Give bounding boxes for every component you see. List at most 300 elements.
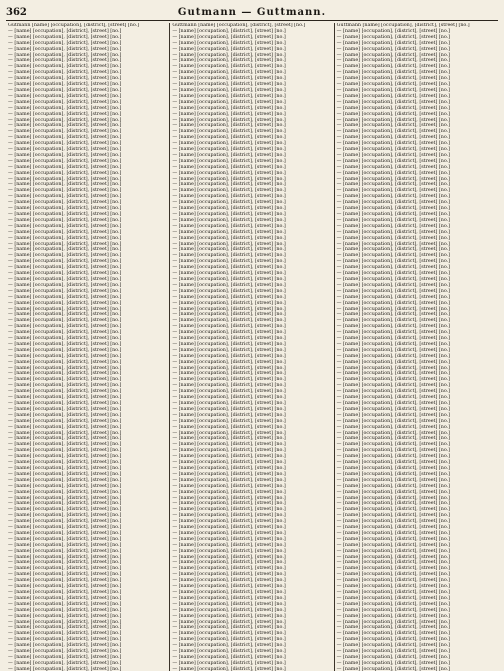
directory-entry: — [name] [occupation], [district], [street] [no.] [8, 460, 122, 466]
directory-entry: — [name] [occupation], [district], [street] [no.] [336, 76, 451, 82]
directory-entry: — [name] [occupation], [district], [street] [no.] [336, 247, 451, 253]
directory-entry: — [name] [occupation], [district], [street] [no.] [8, 336, 122, 342]
directory-entry: — [name] [occupation], [district], [street] [no.] [336, 654, 451, 660]
directory-entry: — [name] [occupation], [district], [street] [no.] [172, 548, 286, 554]
directory-entry: — [name] [occupation], [district], [street] [no.] [172, 70, 286, 76]
directory-entry: — [name] [occupation], [district], [street] [no.] [336, 229, 451, 235]
directory-entry: — [name] [occupation], [district], [street] [no.] [172, 554, 286, 560]
directory-entry: — [name] [occupation], [district], [street] [no.] [172, 135, 286, 141]
directory-entry: — [name] [occupation], [district], [street] [no.] [8, 590, 122, 595]
directory-entry: — [name] [occupation], [district], [street] [no.] [336, 40, 451, 46]
directory-entry: — [name] [occupation], [district], [street] [no.] [172, 176, 286, 182]
directory-entry: — [name] [occupation], [district], [street] [no.] [172, 276, 286, 282]
directory-entry: — [name] [occupation], [district], [street] [no.] [336, 271, 451, 277]
directory-entry: — [name] [occupation], [district], [street] [no.] [172, 383, 286, 389]
directory-entry: — [name] [occupation], [district], [street] [no.] [8, 395, 122, 401]
directory-entry: Gutmann [name] [occupation], [district], [street] [no.] [8, 23, 140, 28]
directory-entry: — [name] [occupation], [district], [street] [no.] [8, 341, 122, 347]
directory-entry: — [name] [occupation], [district], [street] [no.] [336, 536, 451, 542]
directory-entry: — [name] [occupation], [district], [street] [no.] [8, 141, 122, 147]
directory-entry: — [name] [occupation], [district], [street] [no.] [172, 619, 286, 625]
directory-entry: — [name] [occupation], [district], [street] [no.] [8, 105, 122, 111]
directory-entry: — [name] [occupation], [district], [street] [no.] [336, 465, 451, 471]
directory-entry: — [name] [occupation], [district], [street] [no.] [172, 306, 286, 312]
directory-entry: — [name] [occupation], [district], [street] [no.] [8, 584, 122, 590]
directory-entry: — [name] [occupation], [district], [street] [no.] [336, 578, 451, 584]
directory-entry: — [name] [occupation], [district], [street] [no.] [172, 82, 286, 88]
directory-entry: — [name] [occupation], [district], [street] [no.] [172, 235, 286, 241]
directory-entry: — [name] [occupation], [district], [street] [no.] [336, 170, 451, 176]
directory-entry: — [name] [occupation], [district], [street] [no.] [8, 182, 122, 188]
directory-entry: — [name] [occupation], [district], [street] [no.] [172, 200, 286, 206]
directory-entry: — [name] [occupation], [district], [street] [no.] [8, 495, 122, 501]
directory-entry: — [name] [occupation], [district], [street] [no.] [172, 584, 286, 590]
directory-entry: — [name] [occupation], [district], [street] [no.] [336, 70, 451, 76]
directory-entry: — [name] [occupation], [district], [street] [no.] [172, 525, 286, 531]
directory-entry: — [name] [occupation], [district], [street] [no.] [8, 359, 122, 365]
directory-entry: — [name] [occupation], [district], [street] [no.] [8, 259, 122, 265]
directory-entry: — [name] [occupation], [district], [street] [no.] [336, 259, 451, 265]
directory-entry: — [name] [occupation], [district], [street] [no.] [8, 212, 122, 217]
directory-entry: — [name] [occupation], [district], [street] [no.] [8, 430, 122, 436]
directory-entry: — [name] [occupation], [district], [street] [no.] [8, 613, 122, 619]
directory-entry: — [name] [occupation], [district], [street] [no.] [172, 247, 286, 253]
directory-entry: — [name] [occupation], [district], [street] [no.] [8, 152, 122, 158]
directory-entry: — [name] [occupation], [district], [street] [no.] [172, 406, 286, 412]
directory-entry: — [name] [occupation], [district], [street] [no.] [336, 406, 451, 412]
directory-entry: — [name] [occupation], [district], [street] [no.] [172, 294, 286, 300]
directory-entry: — [name] [occupation], [district], [street] [no.] [336, 607, 451, 613]
directory-entry: — [name] [occupation], [district], [street] [no.] [172, 347, 286, 353]
directory-entry: — [name] [occupation], [district], [street] [no.] [336, 265, 451, 271]
running-header [6, 6, 498, 21]
directory-entry: — [name] [occupation], [district], [street] [no.] [8, 477, 122, 483]
directory-entry: — [name] [occupation], [district], [street] [no.] [8, 76, 122, 82]
directory-entry: — [name] [occupation], [district], [street] [no.] [8, 424, 122, 430]
directory-entry: — [name] [occupation], [district], [street] [no.] [8, 111, 122, 117]
directory-entry: — [name] [occupation], [district], [street] [no.] [172, 442, 286, 448]
directory-entry: — [name] [occupation], [district], [street] [no.] [8, 265, 122, 271]
page-number: 362 [6, 7, 27, 18]
directory-entry: — [name] [occupation], [district], [street] [no.] [8, 607, 122, 613]
directory-entry: — [name] [occupation], [district], [street] [no.] [172, 365, 286, 371]
directory-entry: — [name] [occupation], [district], [street] [no.] [8, 548, 122, 554]
directory-entry: — [name] [occupation], [district], [street] [no.] [172, 595, 286, 601]
directory-entry: — [name] [occupation], [district], [street] [no.] [336, 164, 451, 170]
directory-entry: — [name] [occupation], [district], [street] [no.] [8, 483, 122, 489]
directory-entry: — [name] [occupation], [district], [street] [no.] [336, 477, 451, 483]
directory-entry: — [name] [occupation], [district], [street] [no.] [8, 448, 122, 454]
directory-entry: — [name] [occupation], [district], [street] [no.] [172, 123, 286, 129]
directory-entry: — [name] [occupation], [district], [street] [no.] [336, 288, 451, 294]
directory-entry: — [name] [occupation], [district], [street] [no.] [8, 436, 122, 442]
directory-entry: — [name] [occupation], [district], [street] [no.] [172, 229, 286, 235]
directory-entry: — [name] [occupation], [district], [street] [no.] [8, 188, 122, 194]
directory-entry: — [name] [occupation], [district], [street] [no.] [336, 99, 451, 105]
directory-entry: — [name] [occupation], [district], [street] [no.] [336, 542, 451, 548]
directory-entry: — [name] [occupation], [district], [street] [no.] [336, 525, 451, 531]
directory-entry: — [name] [occupation], [district], [street] [no.] [336, 377, 451, 383]
directory-entry: — [name] [occupation], [district], [street] [no.] [336, 501, 451, 507]
directory-entry: — [name] [occupation], [district], [street] [no.] [8, 619, 122, 625]
directory-entry: — [name] [occupation], [district], [street] [no.] [8, 513, 122, 519]
directory-entry: — [name] [occupation], [district], [street] [no.] [8, 276, 122, 282]
directory-entry: — [name] [occupation], [district], [street] [no.] [8, 70, 122, 76]
directory-entry: — [name] [occupation], [district], [street] [no.] [336, 666, 451, 671]
directory-entry: — [name] [occupation], [district], [street] [no.] [336, 365, 451, 371]
directory-entry: — [name] [occupation], [district], [street] [no.] [336, 424, 451, 430]
directory-entry: — [name] [occupation], [district], [street] [no.] [336, 194, 451, 200]
directory-entry: — [name] [occupation], [district], [street] [no.] [336, 584, 451, 590]
directory-entry: — [name] [occupation], [district], [street] [no.] [172, 265, 286, 271]
directory-entry: — [name] [occupation], [district], [street] [no.] [172, 519, 286, 525]
directory-entry: — [name] [occupation], [district], [street] [no.] [172, 395, 286, 401]
directory-entry: — [name] [occupation], [district], [street] [no.] [8, 52, 122, 58]
directory-entry: — [name] [occupation], [district], [street] [no.] [172, 513, 286, 519]
directory-entry: — [name] [occupation], [district], [street] [no.] [336, 395, 451, 401]
directory-entry: — [name] [occupation], [district], [street] [no.] [172, 28, 286, 34]
directory-entry: — [name] [occupation], [district], [street] [no.] [336, 631, 451, 637]
directory-entry: — [name] [occupation], [district], [street] [no.] [8, 206, 122, 212]
directory-entry: — [name] [occupation], [district], [street] [no.] [8, 643, 122, 649]
directory-entry: — [name] [occupation], [district], [street] [no.] [336, 34, 451, 40]
directory-entry: — [name] [occupation], [district], [street] [no.] [336, 147, 451, 153]
directory-entry: — [name] [occupation], [district], [street] [no.] [336, 294, 451, 300]
directory-entry: — [name] [occupation], [district], [street] [no.] [336, 217, 451, 223]
directory-entry: — [name] [occupation], [district], [street] [no.] [336, 87, 451, 93]
directory-entry: — [name] [occupation], [district], [street] [no.] [8, 649, 122, 655]
directory-entry: — [name] [occupation], [district], [street] [no.] [336, 601, 451, 607]
directory-entry: — [name] [occupation], [district], [street] [no.] [336, 300, 451, 306]
directory-entry: — [name] [occupation], [district], [street] [no.] [172, 460, 286, 466]
directory-entry: — [name] [occupation], [district], [street] [no.] [8, 637, 122, 643]
directory-entry: — [name] [occupation], [district], [street] [no.] [172, 253, 286, 259]
directory-entry: — [name] [occupation], [district], [street] [no.] [8, 560, 122, 566]
directory-entry: — [name] [occupation], [district], [street] [no.] [336, 625, 451, 631]
directory-entry: — [name] [occupation], [district], [street] [no.] [336, 418, 451, 424]
directory-entry: — [name] [occupation], [district], [street] [no.] [172, 152, 286, 158]
directory-entry: — [name] [occupation], [district], [street] [no.] [336, 595, 451, 601]
directory-entry: — [name] [occupation], [district], [street] [no.] [8, 99, 122, 105]
directory-entry: — [name] [occupation], [district], [street] [no.] [8, 64, 122, 70]
directory-entry: — [name] [occupation], [district], [street] [no.] [172, 607, 286, 613]
directory-entry: — [name] [occupation], [district], [street] [no.] [172, 542, 286, 548]
directory-entry: — [name] [occupation], [district], [street] [no.] [336, 176, 451, 182]
directory-entry: — [name] [occupation], [district], [street] [no.] [172, 330, 286, 336]
directory-column-1 [6, 23, 169, 671]
directory-entry: — [name] [occupation], [district], [street] [no.] [172, 64, 286, 70]
directory-entry: — [name] [occupation], [district], [street] [no.] [336, 548, 451, 554]
directory-entry: — [name] [occupation], [district], [street] [no.] [8, 519, 122, 525]
directory-entry: — [name] [occupation], [district], [street] [no.] [172, 93, 286, 99]
directory-entry: — [name] [occupation], [district], [street] [no.] [8, 294, 122, 300]
directory-entry: — [name] [occupation], [district], [street] [no.] [336, 613, 451, 619]
directory-entry: — [name] [occupation], [district], [street] [no.] [336, 489, 451, 495]
directory-entry: — [name] [occupation], [district], [street] [no.] [8, 654, 122, 660]
directory-entry: — [name] [occupation], [district], [street] [no.] [172, 471, 286, 477]
directory-entry: — [name] [occupation], [district], [street] [no.] [8, 536, 122, 542]
directory-entry: — [name] [occupation], [district], [street] [no.] [172, 182, 286, 188]
directory-entry: — [name] [occupation], [district], [street] [no.] [172, 389, 286, 395]
directory-entry: — [name] [occupation], [district], [street] [no.] [8, 389, 122, 395]
directory-entry: — [name] [occupation], [district], [street] [no.] [172, 259, 286, 265]
directory-entry: — [name] [occupation], [district], [street] [no.] [8, 46, 122, 52]
directory-entry: — [name] [occupation], [district], [street] [no.] [172, 147, 286, 153]
directory-entry: — [name] [occupation], [district], [street] [no.] [172, 336, 286, 342]
directory-entry: — [name] [occupation], [district], [street] [no.] [172, 170, 286, 176]
directory-entry: — [name] [occupation], [district], [street] [no.] [8, 578, 122, 584]
directory-entry: — [name] [occupation], [district], [street] [no.] [8, 123, 122, 129]
directory-entry: — [name] [occupation], [district], [street] [no.] [8, 34, 122, 40]
directory-entry: — [name] [occupation], [district], [street] [no.] [336, 28, 451, 34]
directory-entry: — [name] [occupation], [district], [street] [no.] [172, 489, 286, 495]
directory-entry: — [name] [occupation], [district], [street] [no.] [336, 206, 451, 212]
directory-entry: — [name] [occupation], [district], [street] [no.] [336, 454, 451, 460]
directory-entry: — [name] [occupation], [district], [street] [no.] [336, 312, 451, 318]
directory-entry: — [name] [occupation], [district], [street] [no.] [172, 560, 286, 566]
directory-entry: — [name] [occupation], [district], [street] [no.] [8, 253, 122, 259]
directory-entry: — [name] [occupation], [district], [street] [no.] [172, 371, 286, 377]
directory-entry: — [name] [occupation], [district], [street] [no.] [172, 501, 286, 507]
directory-entry: — [name] [occupation], [district], [street] [no.] [336, 223, 451, 229]
directory-entry: — [name] [occupation], [district], [street] [no.] [172, 158, 286, 164]
directory-entry: — [name] [occupation], [district], [street] [no.] [8, 235, 122, 241]
directory-entry: — [name] [occupation], [district], [street] [no.] [172, 536, 286, 542]
directory-entry: — [name] [occupation], [district], [street] [no.] [172, 613, 286, 619]
directory-entry: — [name] [occupation], [district], [street] [no.] [336, 560, 451, 566]
directory-entry: — [name] [occupation], [district], [street] [no.] [336, 282, 451, 288]
directory-entry: — [name] [occupation], [district], [street] [no.] [8, 229, 122, 235]
directory-entry: — [name] [occupation], [district], [street] [no.] [336, 93, 451, 99]
directory-entry: — [name] [occupation], [district], [street] [no.] [172, 318, 286, 324]
directory-entry: — [name] [occupation], [district], [street] [no.] [336, 530, 451, 536]
directory-entry: — [name] [occupation], [district], [street] [no.] [8, 347, 122, 353]
directory-entry: — [name] [occupation], [district], [street] [no.] [336, 306, 451, 312]
directory-entry: — [name] [occupation], [district], [street] [no.] [336, 182, 451, 188]
directory-entry: — [name] [occupation], [district], [street] [no.] [172, 436, 286, 442]
directory-entry: — [name] [occupation], [district], [street] [no.] [8, 406, 122, 412]
directory-entry: — [name] [occupation], [district], [street] [no.] [8, 465, 122, 471]
directory-entry: — [name] [occupation], [district], [street] [no.] [172, 34, 286, 40]
directory-entry: — [name] [occupation], [district], [street] [no.] [8, 40, 122, 46]
directory-entry: — [name] [occupation], [district], [street] [no.] [172, 105, 286, 111]
directory-entry: — [name] [occupation], [district], [street] [no.] [336, 330, 451, 336]
directory-entry: — [name] [occupation], [district], [street] [no.] [8, 371, 122, 377]
directory-entry: — [name] [occupation], [district], [street] [no.] [8, 135, 122, 141]
directory-entry: — [name] [occupation], [district], [street] [no.] [336, 253, 451, 259]
directory-entry: — [name] [occupation], [district], [street] [no.] [172, 46, 286, 52]
directory-entry: — [name] [occupation], [district], [street] [no.] [172, 282, 286, 288]
directory-entry: — [name] [occupation], [district], [street] [no.] [8, 147, 122, 153]
directory-entry: — [name] [occupation], [district], [street] [no.] [172, 324, 286, 330]
directory-entry: — [name] [occupation], [district], [street] [no.] [172, 418, 286, 424]
directory-entry: — [name] [occupation], [district], [street] [no.] [8, 288, 122, 294]
directory-entry: — [name] [occupation], [district], [street] [no.] [336, 235, 451, 241]
directory-entry: — [name] [occupation], [district], [street] [no.] [336, 82, 451, 88]
directory-entry: — [name] [occupation], [district], [street] [no.] [172, 590, 286, 595]
directory-entry: — [name] [occupation], [district], [street] [no.] [336, 519, 451, 525]
directory-entry: — [name] [occupation], [district], [street] [no.] [8, 58, 122, 64]
directory-entry: — [name] [occupation], [district], [street] [no.] [8, 82, 122, 88]
directory-entry: — [name] [occupation], [district], [street] [no.] [8, 170, 122, 176]
directory-entry: — [name] [occupation], [district], [street] [no.] [8, 572, 122, 578]
directory-entry: — [name] [occupation], [district], [street] [no.] [8, 312, 122, 318]
directory-entry: — [name] [occupation], [district], [street] [no.] [336, 460, 451, 466]
directory-entry: — [name] [occupation], [district], [street] [no.] [336, 566, 451, 572]
directory-entry: — [name] [occupation], [district], [street] [no.] [172, 99, 286, 105]
directory-entry: — [name] [occupation], [district], [street] [no.] [172, 401, 286, 406]
directory-entry: — [name] [occupation], [district], [street] [no.] [336, 430, 451, 436]
directory-entry: — [name] [occupation], [district], [street] [no.] [172, 206, 286, 212]
directory-entry: — [name] [occupation], [district], [street] [no.] [8, 200, 122, 206]
directory-entry: — [name] [occupation], [district], [street] [no.] [8, 566, 122, 572]
directory-entry: — [name] [occupation], [district], [street] [no.] [336, 649, 451, 655]
directory-entry: — [name] [occupation], [district], [street] [no.] [172, 377, 286, 383]
directory-entry: — [name] [occupation], [district], [street] [no.] [336, 660, 451, 666]
directory-entry: — [name] [occupation], [district], [street] [no.] [336, 64, 451, 70]
directory-entry: — [name] [occupation], [district], [street] [no.] [172, 631, 286, 637]
directory-entry: — [name] [occupation], [district], [street] [no.] [336, 572, 451, 578]
directory-entry: — [name] [occupation], [district], [street] [no.] [172, 40, 286, 46]
directory-entry: — [name] [occupation], [district], [street] [no.] [8, 306, 122, 312]
directory-entry: — [name] [occupation], [district], [street] [no.] [172, 566, 286, 572]
directory-entry: — [name] [occupation], [district], [street] [no.] [336, 46, 451, 52]
directory-entry: — [name] [occupation], [district], [street] [no.] [8, 365, 122, 371]
directory-entry: — [name] [occupation], [district], [street] [no.] [8, 377, 122, 383]
directory-entry: — [name] [occupation], [district], [street] [no.] [336, 200, 451, 206]
directory-entry: — [name] [occupation], [district], [street] [no.] [172, 448, 286, 454]
directory-entry: — [name] [occupation], [district], [street] [no.] [8, 471, 122, 477]
directory-entry: — [name] [occupation], [district], [street] [no.] [172, 483, 286, 489]
directory-entry: — [name] [occupation], [district], [street] [no.] [336, 619, 451, 625]
directory-entry: — [name] [occupation], [district], [street] [no.] [8, 542, 122, 548]
directory-entry: — [name] [occupation], [district], [street] [no.] [8, 530, 122, 536]
directory-entry: — [name] [occupation], [district], [street] [no.] [172, 164, 286, 170]
directory-entry: — [name] [occupation], [district], [street] [no.] [172, 241, 286, 247]
directory-entry: — [name] [occupation], [district], [street] [no.] [172, 477, 286, 483]
directory-entry: — [name] [occupation], [district], [street] [no.] [336, 483, 451, 489]
directory-entry: — [name] [occupation], [district], [street] [no.] [336, 129, 451, 135]
directory-entry: — [name] [occupation], [district], [street] [no.] [172, 454, 286, 460]
directory-entry: — [name] [occupation], [district], [street] [no.] [8, 631, 122, 637]
directory-entry: — [name] [occupation], [district], [street] [no.] [172, 341, 286, 347]
directory-entry: — [name] [occupation], [district], [street] [no.] [172, 660, 286, 666]
directory-entry: — [name] [occupation], [district], [street] [no.] [8, 660, 122, 666]
directory-entry: — [name] [occupation], [district], [street] [no.] [172, 643, 286, 649]
directory-entry: — [name] [occupation], [district], [street] [no.] [336, 117, 451, 123]
directory-entry: — [name] [occupation], [district], [street] [no.] [8, 353, 122, 359]
directory-entry: — [name] [occupation], [district], [street] [no.] [8, 194, 122, 200]
directory-entry: — [name] [occupation], [district], [street] [no.] [336, 152, 451, 158]
directory-entry: — [name] [occupation], [district], [street] [no.] [336, 442, 451, 448]
directory-entry: — [name] [occupation], [district], [street] [no.] [172, 424, 286, 430]
directory-entry: Guttmann [name] [occupation], [district], [street] [no.] [336, 23, 470, 28]
directory-entry: — [name] [occupation], [district], [street] [no.] [172, 412, 286, 418]
directory-entry: — [name] [occupation], [district], [street] [no.] [336, 353, 451, 359]
directory-entry: — [name] [occupation], [district], [street] [no.] [172, 465, 286, 471]
directory-entry: — [name] [occupation], [district], [street] [no.] [336, 336, 451, 342]
directory-entry: — [name] [occupation], [district], [street] [no.] [8, 129, 122, 135]
directory-entry: — [name] [occupation], [district], [street] [no.] [8, 318, 122, 324]
directory-entry: — [name] [occupation], [district], [street] [no.] [172, 52, 286, 58]
directory-columns [6, 23, 498, 671]
directory-entry: — [name] [occupation], [district], [street] [no.] [336, 158, 451, 164]
directory-entry: — [name] [occupation], [district], [street] [no.] [8, 418, 122, 424]
directory-entry: — [name] [occupation], [district], [street] [no.] [8, 300, 122, 306]
directory-entry: — [name] [occupation], [district], [street] [no.] [8, 247, 122, 253]
directory-entry: — [name] [occupation], [district], [street] [no.] [8, 383, 122, 389]
directory-entry: — [name] [occupation], [district], [street] [no.] [336, 276, 451, 282]
directory-column-2 [169, 23, 333, 671]
directory-entry: — [name] [occupation], [district], [street] [no.] [8, 271, 122, 277]
directory-entry: — [name] [occupation], [district], [street] [no.] [336, 513, 451, 519]
directory-entry: — [name] [occupation], [district], [street] [no.] [8, 525, 122, 531]
directory-entry: — [name] [occupation], [district], [street] [no.] [172, 76, 286, 82]
directory-entry: — [name] [occupation], [district], [street] [no.] [172, 223, 286, 229]
directory-entry: — [name] [occupation], [district], [street] [no.] [8, 93, 122, 99]
directory-entry: — [name] [occupation], [district], [street] [no.] [8, 666, 122, 671]
directory-entry: — [name] [occupation], [district], [street] [no.] [8, 442, 122, 448]
directory-entry: — [name] [occupation], [district], [street] [no.] [336, 401, 451, 406]
directory-entry: — [name] [occupation], [district], [street] [no.] [336, 241, 451, 247]
directory-entry: — [name] [occupation], [district], [street] [no.] [172, 288, 286, 294]
directory-entry: — [name] [occupation], [district], [street] [no.] [336, 123, 451, 129]
directory-entry: — [name] [occupation], [district], [street] [no.] [8, 330, 122, 336]
directory-entry: — [name] [occupation], [district], [street] [no.] [172, 129, 286, 135]
directory-entry: — [name] [occupation], [district], [street] [no.] [172, 495, 286, 501]
directory-entry: — [name] [occupation], [district], [street] [no.] [8, 401, 122, 406]
directory-entry: — [name] [occupation], [district], [street] [no.] [172, 117, 286, 123]
directory-entry: — [name] [occupation], [district], [street] [no.] [8, 117, 122, 123]
directory-entry: — [name] [occupation], [district], [street] [no.] [336, 507, 451, 513]
directory-entry: — [name] [occupation], [district], [street] [no.] [336, 412, 451, 418]
directory-entry: — [name] [occupation], [district], [street] [no.] [336, 495, 451, 501]
directory-entry: — [name] [occupation], [district], [street] [no.] [172, 58, 286, 64]
directory-entry: — [name] [occupation], [district], [street] [no.] [172, 300, 286, 306]
directory-entry: — [name] [occupation], [district], [street] [no.] [172, 654, 286, 660]
directory-entry: — [name] [occupation], [district], [street] [no.] [336, 436, 451, 442]
directory-entry: — [name] [occupation], [district], [street] [no.] [172, 649, 286, 655]
directory-entry: — [name] [occupation], [district], [street] [no.] [336, 105, 451, 111]
directory-entry: — [name] [occupation], [district], [street] [no.] [8, 28, 122, 34]
directory-entry: — [name] [occupation], [district], [street] [no.] [336, 371, 451, 377]
directory-entry: — [name] [occupation], [district], [street] [no.] [172, 666, 286, 671]
directory-entry: — [name] [occupation], [district], [street] [no.] [172, 194, 286, 200]
directory-entry: — [name] [occupation], [district], [street] [no.] [172, 359, 286, 365]
directory-entry: — [name] [occupation], [district], [street] [no.] [336, 347, 451, 353]
directory-column-3 [334, 23, 498, 671]
directory-entry: — [name] [occupation], [district], [street] [no.] [8, 164, 122, 170]
directory-entry: — [name] [occupation], [district], [street] [no.] [336, 141, 451, 147]
directory-entry: — [name] [occupation], [district], [street] [no.] [172, 507, 286, 513]
directory-entry: — [name] [occupation], [district], [street] [no.] [336, 359, 451, 365]
directory-entry: — [name] [occupation], [district], [street] [no.] [172, 430, 286, 436]
directory-entry: — [name] [occupation], [district], [street] [no.] [172, 271, 286, 277]
directory-entry: — [name] [occupation], [district], [street] [no.] [336, 389, 451, 395]
directory-entry: — [name] [occupation], [district], [street] [no.] [336, 341, 451, 347]
directory-entry: — [name] [occupation], [district], [street] [no.] [336, 554, 451, 560]
directory-entry: — [name] [occupation], [district], [street] [no.] [8, 625, 122, 631]
directory-entry: — [name] [occupation], [district], [street] [no.] [8, 554, 122, 560]
directory-entry: — [name] [occupation], [district], [street] [no.] [8, 87, 122, 93]
directory-entry: — [name] [occupation], [district], [street] [no.] [8, 324, 122, 330]
directory-entry: — [name] [occupation], [district], [street] [no.] [172, 572, 286, 578]
directory-entry: — [name] [occupation], [district], [street] [no.] [172, 353, 286, 359]
directory-entry: — [name] [occupation], [district], [street] [no.] [172, 188, 286, 194]
directory-entry: — [name] [occupation], [district], [street] [no.] [336, 318, 451, 324]
directory-entry: Guttmann [name] [occupation], [district], [street] [no.] [172, 23, 306, 28]
directory-entry: — [name] [occupation], [district], [street] [no.] [336, 111, 451, 117]
